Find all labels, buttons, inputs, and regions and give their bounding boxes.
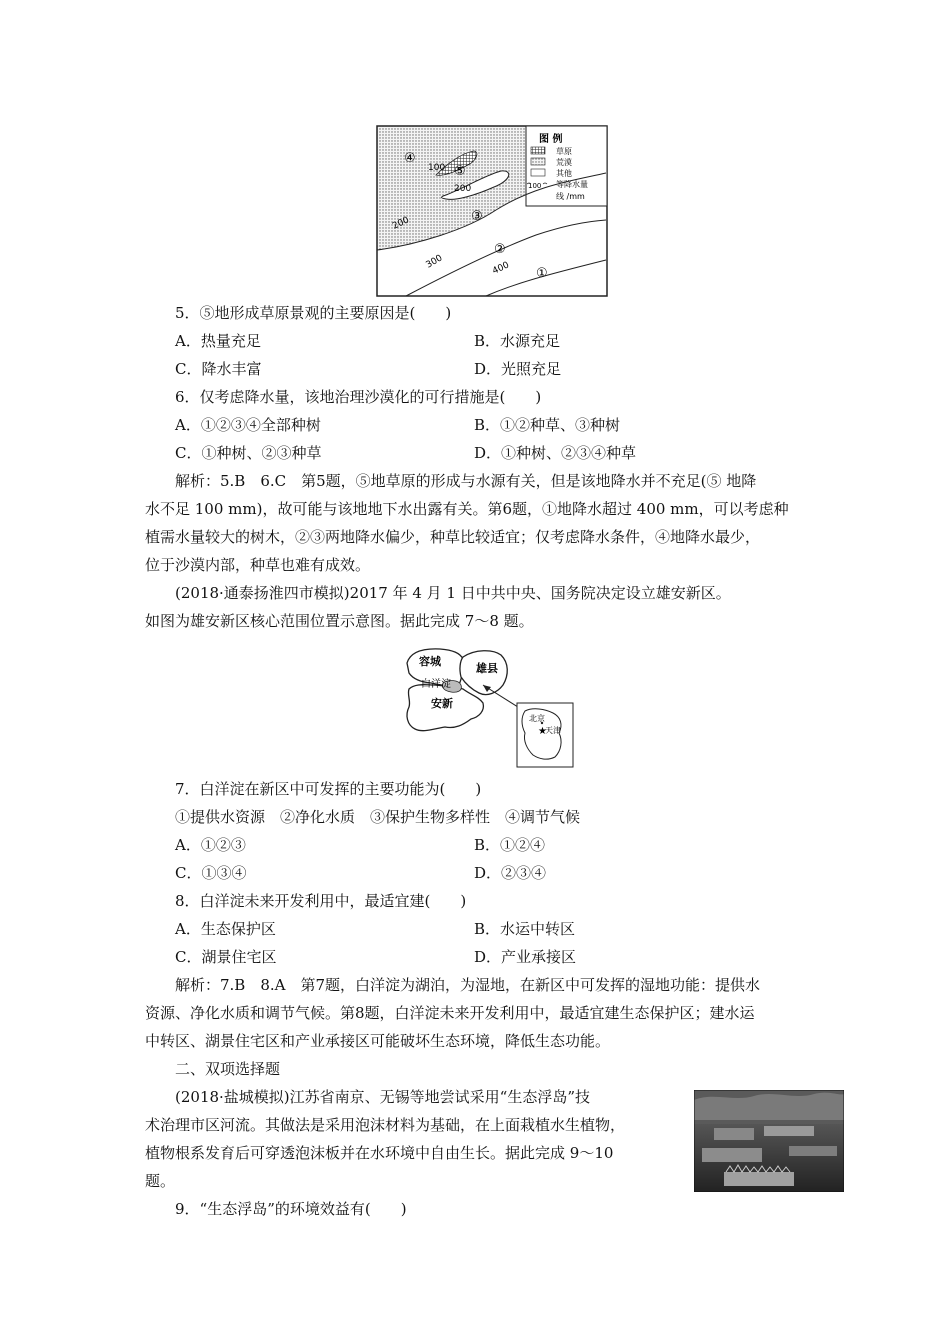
q7-option-b[interactable]: B．①②④ xyxy=(474,836,546,854)
intro3-line-3: 植物根系发育后可穿透泡沫板并在水环境中自由生长。据此完成 9～10 xyxy=(145,1144,614,1162)
legend-isoline-unit: 线 /mm xyxy=(556,192,585,201)
q5-option-c[interactable]: C．降水丰富 xyxy=(175,360,262,378)
region-1: ① xyxy=(536,266,548,281)
analysis1-line-1: 解析：5.B 6.C 第5题，⑤地草原的形成与水源有关，但是该地降水并不充足(⑤ 地降 xyxy=(175,472,757,490)
legend-title: 图 例 xyxy=(539,134,563,145)
analysis2-line-3: 中转区、湖景住宅区和产业承接区可能破坏生态环境，降低生态功能。 xyxy=(145,1032,611,1050)
intro3-line-4: 题。 xyxy=(145,1172,176,1190)
q6-option-a[interactable]: A．①②③④全部种树 xyxy=(175,416,321,434)
q5-option-d[interactable]: D．光照充足 xyxy=(474,360,562,378)
q7-option-a[interactable]: A．①②③ xyxy=(175,836,246,854)
q8-option-d[interactable]: D．产业承接区 xyxy=(474,948,577,966)
intro3-line-1: (2018·盐城模拟)江苏省南京、无锡等地尝试采用“生态浮岛”技 xyxy=(175,1088,590,1106)
legend-isoline-sample: 100 xyxy=(528,182,542,190)
analysis2-line-2: 资源、净化水质和调节气候。第8题，白洋淀未来开发利用中，最适宜建生态保护区；建水运 xyxy=(145,1004,755,1022)
analysis1-line-4: 位于沙漠内部，种草也难有成效。 xyxy=(145,556,371,574)
region-4: ④ xyxy=(404,151,416,166)
isoline-label-100: 100 xyxy=(428,163,446,173)
q8-option-b[interactable]: B．水运中转区 xyxy=(474,920,576,938)
xiongan-map-figure xyxy=(405,645,575,770)
analysis1-line-2: 水不足 100 mm)，故可能与该地地下水出露有关。第6题，①地降水超过 400 mm，可以考虑种 xyxy=(145,500,789,518)
label-beijing: 北京 xyxy=(529,714,545,723)
floating-island-photo xyxy=(694,1090,844,1192)
q5-stem: 5．⑤地形成草原景观的主要原因是( ) xyxy=(175,304,452,322)
q5-option-b[interactable]: B．水源充足 xyxy=(474,332,561,350)
label-baiyangdian: 白洋淀 xyxy=(421,679,451,690)
q7-stem: 7．白洋淀在新区中可发挥的主要功能为( ) xyxy=(175,780,482,798)
legend-isoline: 等降水量 xyxy=(556,180,588,189)
label-anxin: 安新 xyxy=(431,697,453,710)
isoline-label-200: 200 xyxy=(391,215,411,232)
isoline-label-300: 300 xyxy=(424,253,445,271)
q5-option-a[interactable]: A．热量充足 xyxy=(175,332,261,350)
q9-stem: 9．“生态浮岛”的环境效益有( ) xyxy=(175,1200,407,1218)
q8-option-c[interactable]: C．湖景住宅区 xyxy=(175,948,277,966)
region-5: ⑤ xyxy=(454,164,466,179)
q6-option-b[interactable]: B．①②种草、③种树 xyxy=(474,416,621,434)
q6-option-c[interactable]: C．①种树、②③种草 xyxy=(175,444,322,462)
label-tianjin: 天津 xyxy=(545,726,561,735)
analysis2-line-1: 解析：7.B 8.A 第7题，白洋淀为湖泊，为湿地，在新区中可发挥的湿地功能：提供水 xyxy=(175,976,761,994)
analysis1-line-3: 植需水量较大的树木，②③两地降水偏少，种草比较适宜；仅考虑降水条件，④地降水最少， xyxy=(145,528,761,546)
q6-option-d[interactable]: D．①种树、②③④种草 xyxy=(474,444,637,462)
intro3-line-2: 术治理市区河流。其做法是采用泡沫材料为基础，在上面栽植水生植物， xyxy=(145,1116,626,1134)
legend-grassland: 草原 xyxy=(556,147,572,156)
precipitation-map-figure xyxy=(376,125,608,297)
q6-stem: 6．仅考虑降水量，该地治理沙漠化的可行措施是( ) xyxy=(175,388,542,406)
q8-stem: 8．白洋淀未来开发利用中，最适宜建( ) xyxy=(175,892,467,910)
label-xiongxian: 雄县 xyxy=(476,662,498,675)
intro2-line-2: 如图为雄安新区核心范围位置示意图。据此完成 7～8 题。 xyxy=(145,612,534,630)
region-2: ② xyxy=(494,242,506,257)
star-icon: ★ xyxy=(538,726,547,737)
isoline-label-400: 400 xyxy=(491,260,511,277)
q7-items: ①提供水资源 ②净化水质 ③保护生物多样性 ④调节气候 xyxy=(175,808,581,826)
isoline-label-200-loop: 200 xyxy=(454,184,472,194)
q7-option-c[interactable]: C．①③④ xyxy=(175,864,247,882)
region-3: ③ xyxy=(471,209,483,224)
intro2-line-1: (2018·通泰扬淮四市模拟)2017 年 4 月 1 日中共中央、国务院决定设立雄安新区。 xyxy=(175,584,731,602)
legend-desert: 荒漠 xyxy=(556,158,572,167)
q7-option-d[interactable]: D．②③④ xyxy=(474,864,547,882)
q8-option-a[interactable]: A．生态保护区 xyxy=(175,920,276,938)
label-rongcheng: 容城 xyxy=(419,655,441,668)
legend-other: 其他 xyxy=(556,169,572,178)
section-heading: 二、双项选择题 xyxy=(175,1060,281,1078)
